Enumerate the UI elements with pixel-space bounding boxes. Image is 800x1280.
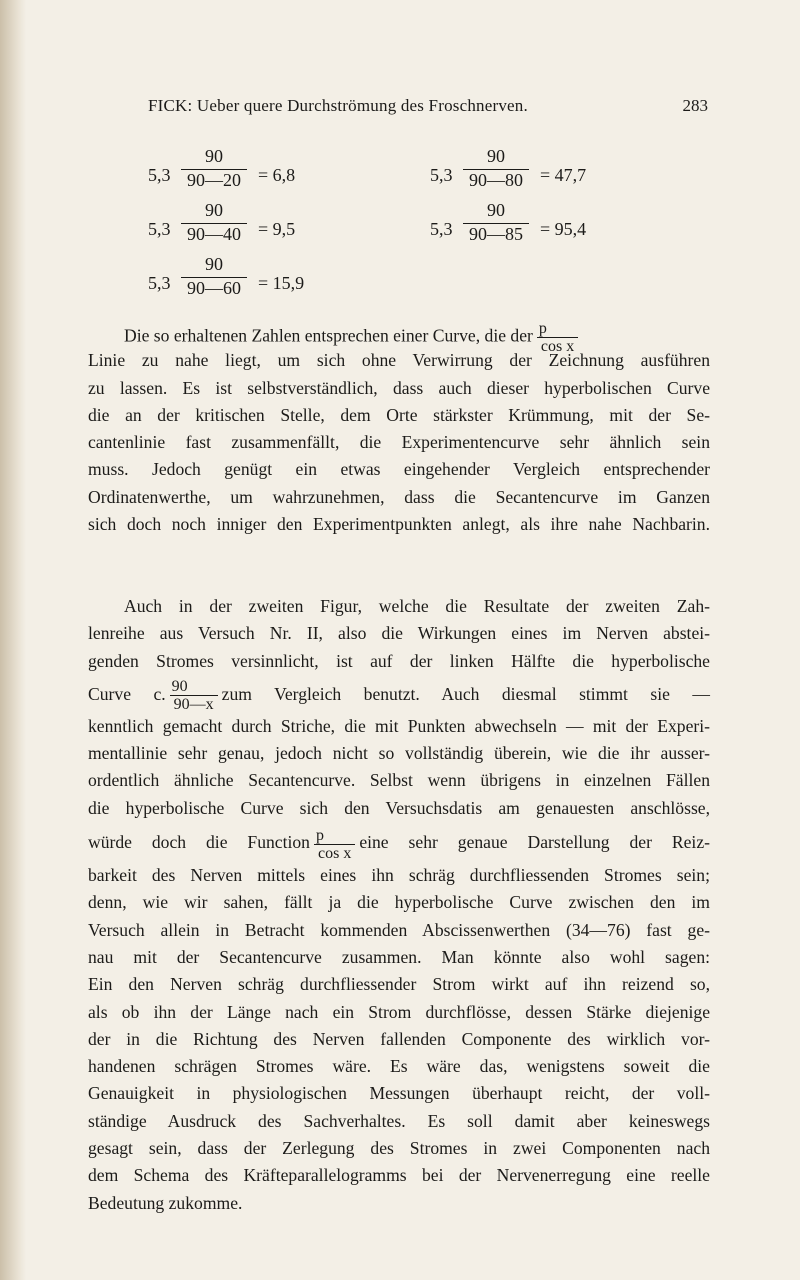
para1-first-line: Die so erhaltenen Zahlen entsprechen einer Curve, die der $\frac{p}{\text{cos x}}$ [88,320,710,347]
page-edge-shadow [0,0,26,1280]
paragraph-2: Auch in der zweiten Figur, welche die Resultate der zweiten Zah- lenreihe aus Versuch Nr. II, also die Wirkungen eines im Nerven abstei- genden Stromes versinnlicht, ist auf der linken Hälfte die hyperbolische Curve c. $\frac{90}{90—x}$ zum Vergleich benutzt. Auch diesmal stimmt sie — kenntlich gemacht durch Striche, die mit Punkten abwechseln — mit der Experi- mentallinie sehr genau, jedoch nicht so vollständig überein, wie die ihr ausser- ordentlich ähnliche Secantencurve. Selbst wenn übrigens in einzelnen Fällen die hyperbolische Curve sich den Versuchsdatis am genauesten anschlösse, würde doch die Function $\frac{p}{\text{cos x}}$ eine sehr genaue Darstellung der Reiz- barkeit des Nerven mittels eines ihn schräg durchfliessenden Stromes sein; denn, wie wir sahen, fällt ja die hyperbolische Curve zwischen den im Versuch allein in Betracht kommenden Abscissenwerthen (34—76) fast ge- nau mit der Secantencurve zusammen. Man könnte also wohl sagen: Ein den Nerven schräg durchfliessender Strom wirkt auf ihn reizend so, als ob ihn der Länge nach ein Strom durchflösse, dessen Stärke diejenige der in die Richtung des Nerven fallenden Componente des wirklich vor- handenen schrägen Stromes wäre. Es wäre das, wenigstens soweit die Genauigkeit in physiologischen Messungen überhaupt reicht, der voll- ständige Ausdruck des Sachverhaltes. Es soll damit aber keineswegs gesagt sein, dass der Zerlegung des Stromes in zwei Componenten nach dem Schema des Kräfteparallelogramms bei der Nervenerregung eine reelle Bedeutung zukomme. [88,596,710,1213]
paragraph-1: Die so erhaltenen Zahlen entsprechen einer Curve, die der $\frac{p}{\text{cos x}}$ Linie zu nahe liegt, um sich ohne Verwirrung der Zeichnung ausführen zu lassen. Es ist selbstverständlich, dass auch dieser hyperbolischen Curve die an der kritischen Stelle, dem Orte stärkster Krümmung, mit der Se- cantenlinie fast zusammenfällt, die Experimentencurve sehr ähnlich sein muss. Jedoch genügt ein etwas eingehender Vergleich entsprechender Ordinatenwerthe, um wahrzunehmen, dass die Secantencurve im Ganzen sich doch noch inniger den Experimentpunkten anlegt, als ihre nahe Nachbarin. [88,320,710,535]
formula-p-over-cos-x-2: $\frac{p}{\text{cos x}}$ [314,827,355,862]
header-title: FICK: Ueber quere Durchströmung des Froschnerven. [148,96,528,115]
formula-p-over-cos-x: $\frac{p}{\text{cos x}}$ [537,320,578,355]
book-page: FICK: Ueber quere Durchströmung des Froschnerven. 283 5,3 90 90—20 = 6,8 5,3 90 90—40 = 9,5 5,3 90 90—60 = 15,9 5,3 90 90—80 = 47,7 5,3 90 90—85 = 95,4 Die so erhaltenen Zahlen entsprechen einer Curve, die der $\frac{p}{\text{cos x}}$ Linie zu nahe liegt, um sich ohne Verwirrung der Zeichnung ausführen zu lassen. Es ist selbstverständlich, dass auch dieser hyperbolischen Curve die an der kritischen Stelle, dem Orte stärkster Krümmung, mit der Se- cantenlinie fast zusammenfällt, die Experimentencurve sehr ähnlich sein muss. Jedoch genügt ein etwas eingehender Vergleich entsprechender Ordinatenwerthe, um wahrzunehmen, dass die Secantencurve im Ganzen sich doch noch inniger den Experimentpunkten anlegt, als ihre nahe Nachbarin. Auch in der zweiten Figur, welche die Resultate der zweiten Zah- lenreihe aus Versuch Nr. II, also die Wirkungen eines im Nerven abstei- genden Stromes versinnlicht, ist auf der linken Hälfte die hyperbolische Curve c. $\frac{90}{90—x}$ zum Vergleich benutzt. Auch diesmal stimmt sie — kenntlich gemacht durch Striche, die mit Punkten abwechseln — mit der Experi- mentallinie sehr genau, jedoch nicht so vollständig überein, wie die ihr ausser- ordentlich ähnliche Secantencurve. Selbst wenn übrigens in einzelnen Fällen die hyperbolische Curve sich den Versuchsdatis am genauesten anschlösse, würde doch die Function $\frac{p}{\text{cos x}}$ eine sehr genaue Darstellung der Reiz- barkeit des Nerven mittels eines ihn schräg durchfliessenden Stromes sein; denn, wie wir sahen, fällt ja die hyperbolische Curve zwischen den im Versuch allein in Betracht kommenden Abscissenwerthen (34—76) fast ge- nau mit der Secantencurve zusammen. Man könnte also wohl sagen: Ein den Nerven schräg durchfliessender Strom wirkt auf ihn reizend so, als ob ihn der Länge nach ein Strom durchflösse, dessen Stärke diejenige der in die Richtung des Nerven fallenden Componente des wirklich vor- handenen schrägen Stromes wäre. Es wäre das, wenigstens soweit die Genauigkeit in physiologischen Messungen überhaupt reicht, der voll- ständige Ausdruck des Sachverhaltes. Es soll damit aber keineswegs gesagt sein, dass der Zerlegung des Stromes in zwei Componenten nach dem Schema des Kräfteparallelogramms bei der Nervenerregung eine reelle Bedeutung zukomme. [0,0,800,1280]
page-number: 283 [682,96,708,115]
formula-90-over-90-minus-x: $\frac{90}{90—x}$ [170,678,218,713]
function-formula-line: würde doch die Function $\frac{p}{\text{cos x}}$ eine sehr genaue Darstellung der Reiz- [88,826,710,862]
curve-formula-line: Curve c. $\frac{90}{90—x}$ zum Vergleich benutzt. Auch diesmal stimmt sie — [88,678,710,714]
running-header [148,96,708,120]
